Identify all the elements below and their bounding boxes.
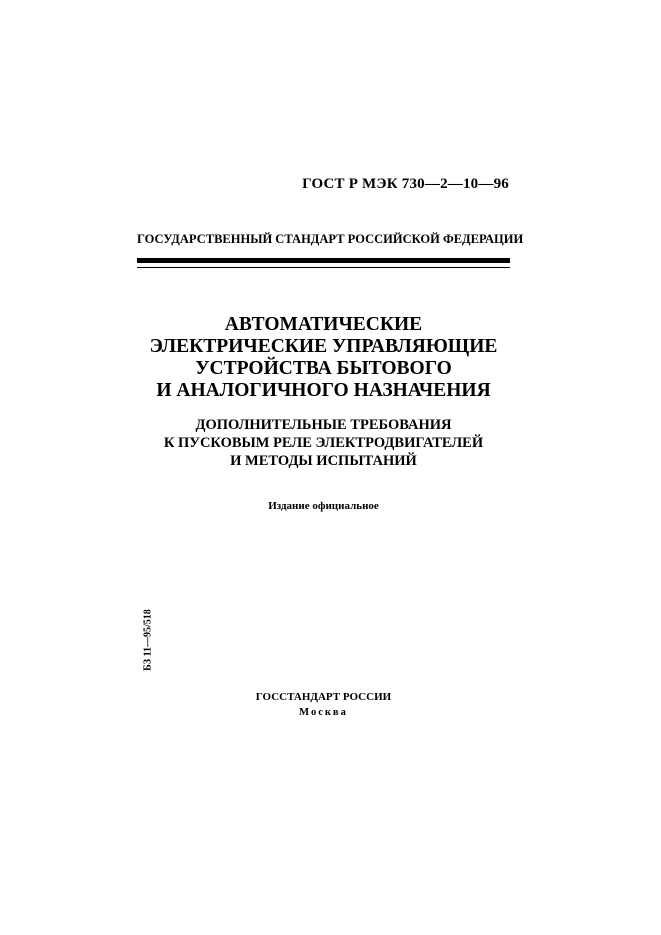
edition-label: Издание официальное	[268, 500, 379, 512]
title-line: УСТРОЙСТВА БЫТОВОГО	[195, 358, 452, 379]
thick-divider	[137, 258, 510, 263]
sub-title	[100, 416, 547, 470]
publisher: ГОССТАНДАРТ РОССИИ	[255, 691, 392, 703]
thin-divider	[137, 267, 510, 268]
state-standard-heading: ГОСУДАРСТВЕННЫЙ СТАНДАРТ РОССИЙСКОЙ ФЕДЕРАЦИИ	[137, 232, 524, 246]
title-line: ЭЛЕКТРИЧЕСКИЕ УПРАВЛЯЮЩИЕ	[149, 336, 498, 357]
title-line: АВТОМАТИЧЕСКИЕ	[224, 314, 423, 335]
main-title	[100, 314, 547, 402]
gost-number: ГОСТ Р МЭК 730—2—10—96	[302, 176, 509, 192]
subtitle-line: ДОПОЛНИТЕЛЬНЫЕ ТРЕБОВАНИЯ	[195, 417, 452, 433]
side-code-text: БЗ 11—95/518	[142, 609, 154, 671]
title-line: И АНАЛОГИЧНОГО НАЗНАЧЕНИЯ	[156, 380, 491, 401]
side-code	[141, 606, 155, 674]
subtitle-line: К ПУСКОВЫМ РЕЛЕ ЭЛЕКТРОДВИГАТЕЛЕЙ	[163, 435, 484, 451]
subtitle-line: И МЕТОДЫ ИСПЫТАНИЙ	[230, 453, 417, 469]
city: Москва	[299, 707, 348, 718]
